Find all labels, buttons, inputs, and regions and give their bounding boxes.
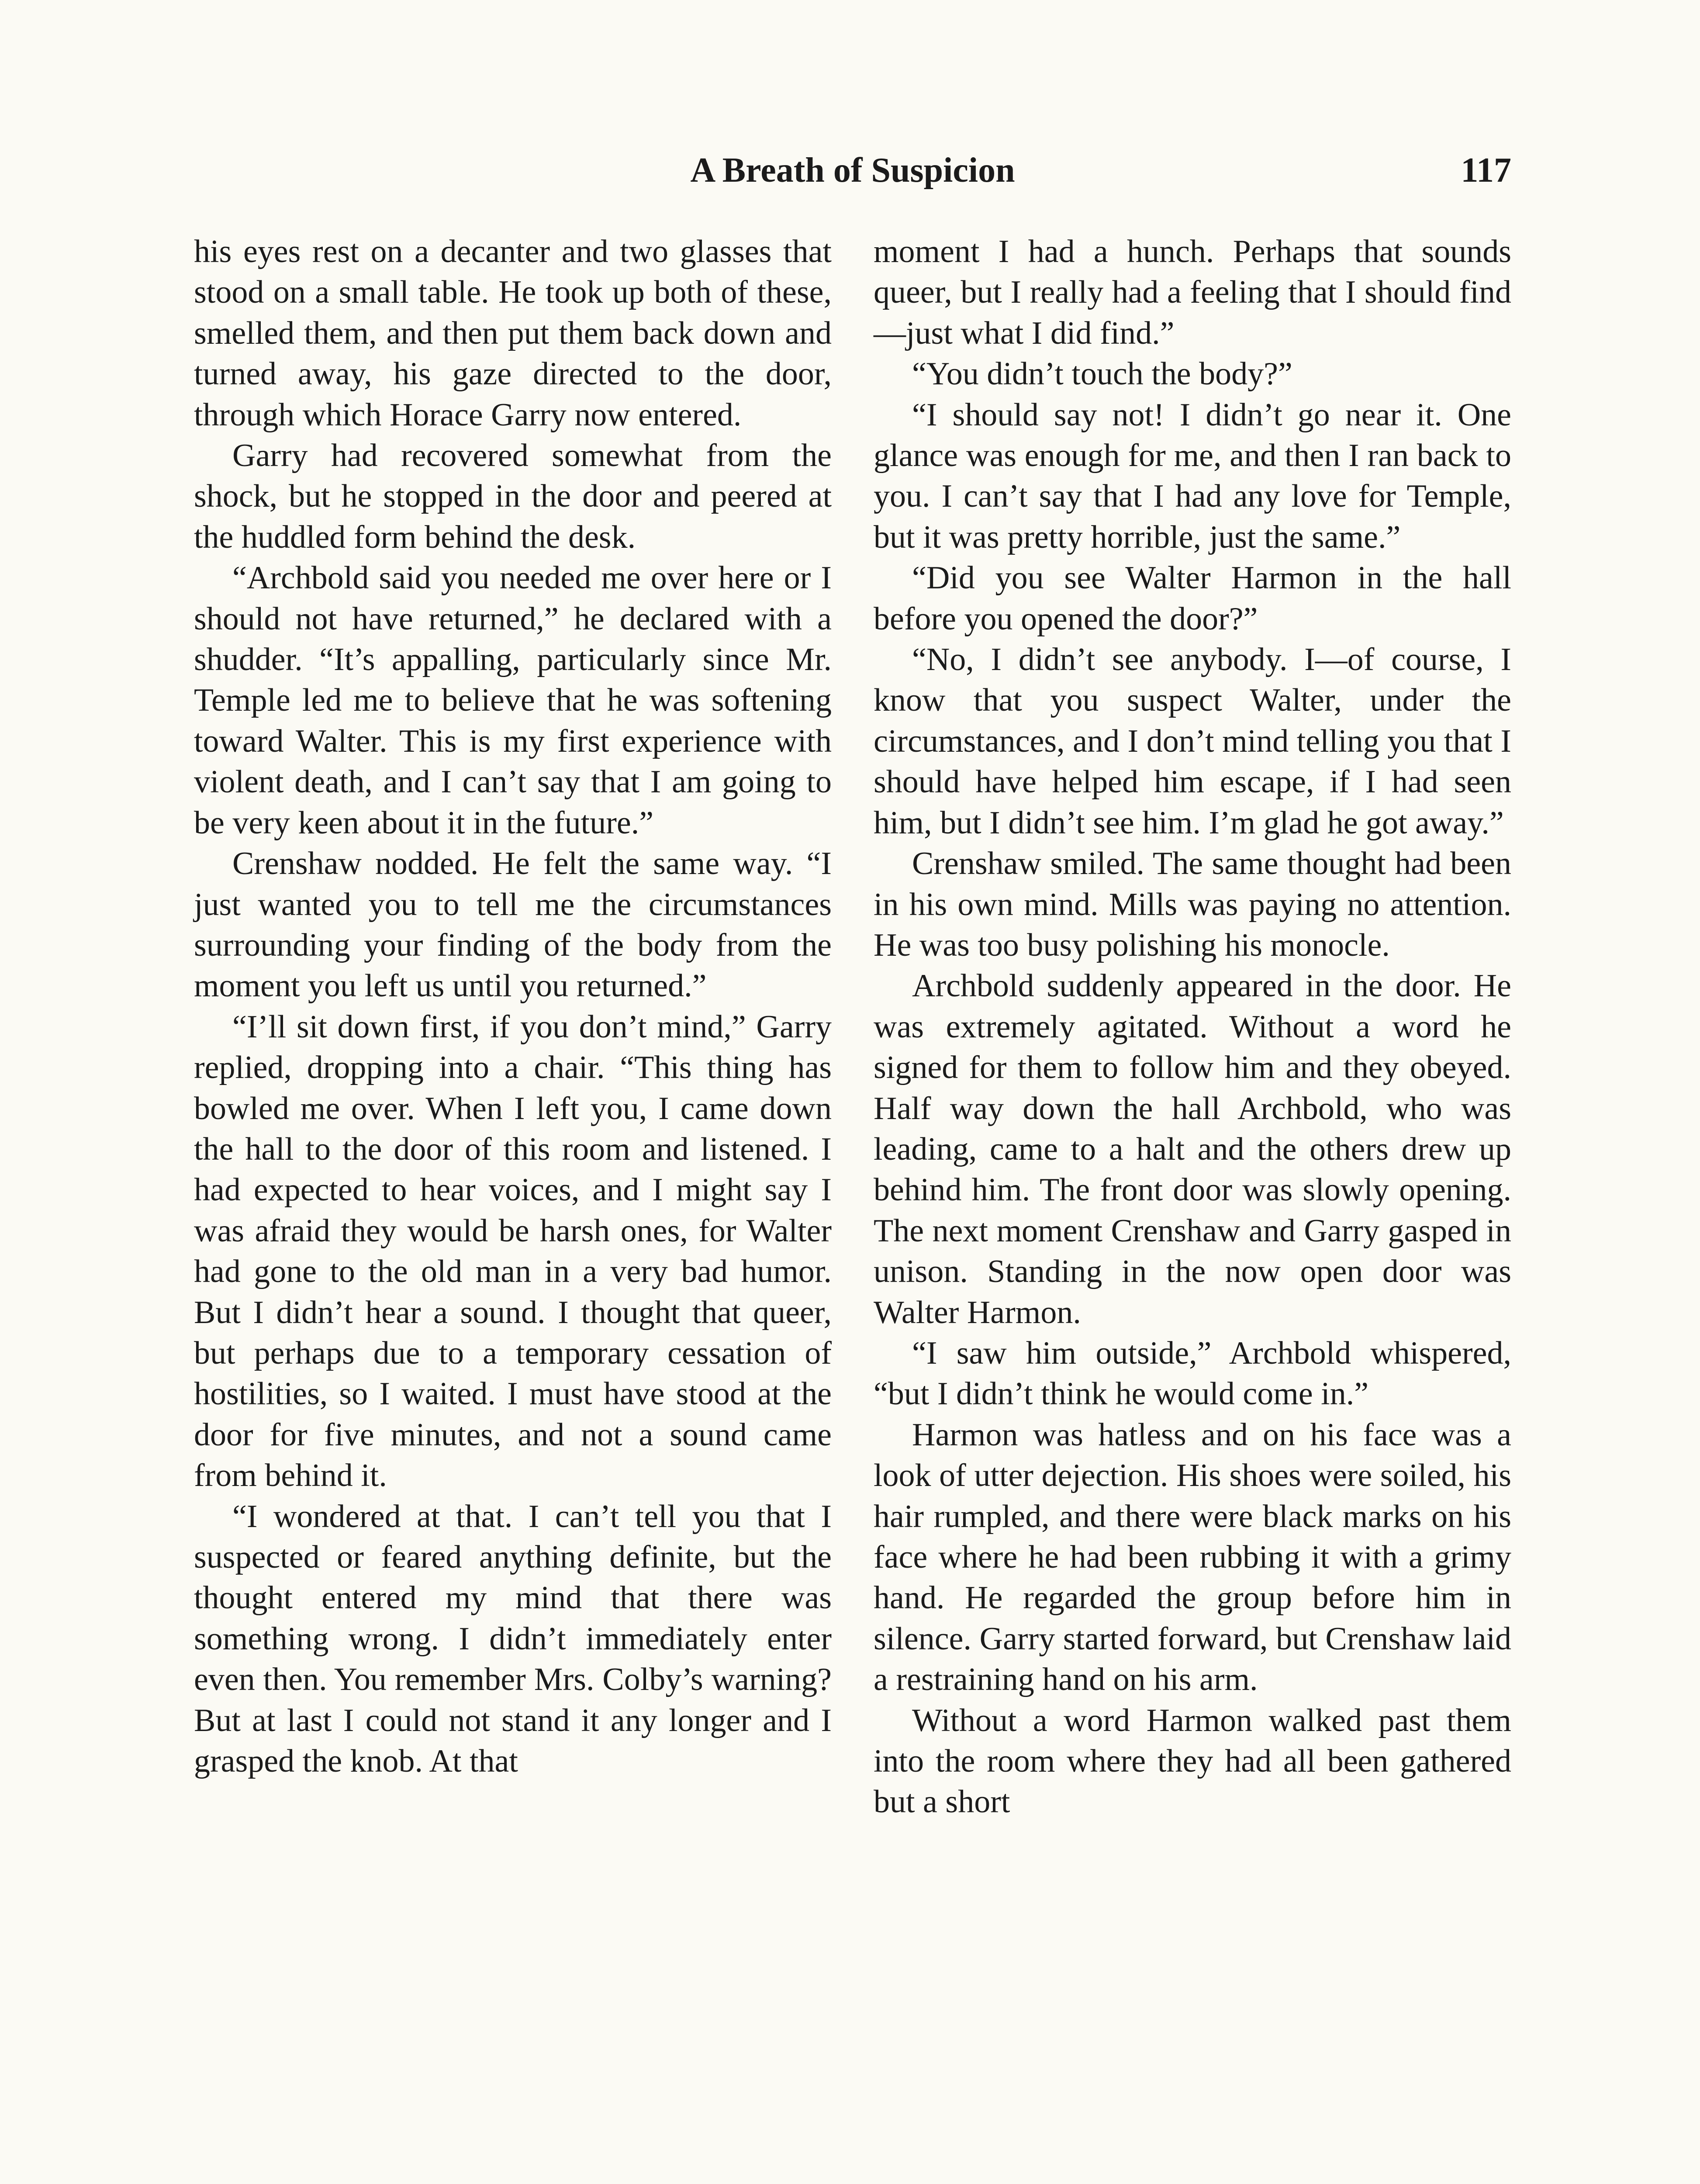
paragraph: “I should say not! I didn’t go near it. One glance was enough for me, and then I ran back to you. I can’t say that I had any love for Temple, but it was pretty horrible, just the same.” [874,397,1511,555]
paragraph: Harmon was hatless and on his face was a look of utter dejection. His shoes were soiled, his hair rumpled, and there were black marks on his face where he had been rubbing it with a grimy hand. He regarded the group before him in silence. Garry started forward, but Crenshaw laid a restraining hand on his arm. [874,1417,1511,1698]
paragraph: “Archbold said you needed me over here or I should not have returned,” he declared with a shudder. “It’s appalling, particularly since Mr. Temple led me to believe that he was softening toward Walter. This is my first experience with violent death, and I can’t say that I am going to be very keen about it in the future.” [194,560,832,841]
paragraph: Crenshaw nodded. He felt the same way. “I just wanted you to tell me the circumstances surrounding your finding of the body from the moment you left us until you returned.” [194,846,832,1004]
paragraph: Garry had recovered somewhat from the shock, but he stopped in the door and peered at the huddled form behind the desk. [194,438,832,555]
paragraph: his eyes rest on a decanter and two glasses that stood on a small table. He took up both of these, smelled them, and then put them back down and turned away, his gaze directed to the door, through which Horace Garry now entered. [194,234,832,433]
right-column [874,232,1511,1823]
running-title: A Breath of Suspicion [690,151,1015,190]
paragraph: moment I had a hunch. Perhaps that sounds queer, but I really had a feeling that I should find—just what I did find.” [874,234,1511,351]
paragraph: “I wondered at that. I can’t tell you that I suspected or feared anything definite, but the thought entered my mind that there was something wrong. I didn’t immediately enter even then. You remember Mrs. Colby’s warning? But at last I could not stand it any longer and I grasped the knob. At that [194,1498,832,1780]
paragraph: “Did you see Walter Harmon in the hall before you opened the door?” [874,560,1511,637]
paragraph: Crenshaw smiled. The same thought had been in his own mind. Mills was paying no attention. He was too busy polishing his monocle. [874,846,1511,963]
page-number: 117 [1461,151,1511,190]
paragraph: “You didn’t touch the body?” [912,356,1292,392]
paragraph: “No, I didn’t see anybody. I—of course, I know that you suspect Walter, under the circumstances, and I don’t mind telling you that I should have helped him escape, if I had seen him, but I didn’t see him. I’m glad he got away.” [874,642,1511,841]
paragraph: Without a word Harmon walked past them into the room where they had all been gathered but a short [874,1702,1511,1820]
page-header [194,144,1511,197]
paragraph: “I saw him outside,” Archbold whispered, “but I didn’t think he would come in.” [874,1335,1511,1412]
paragraph: Archbold suddenly appeared in the door. He was extremely agitated. Without a word he signed for them to follow him and they obeyed. Half way down the hall Archbold, who was leading, came to a halt and the others drew up behind him. The front door was slowly opening. The next moment Crenshaw and Garry gasped in unison. Standing in the now open door was Walter Harmon. [874,968,1511,1330]
paragraph: “I’ll sit down first, if you don’t mind,” Garry replied, dropping into a chair. “This thing has bowled me over. When I left you, I came down the hall to the door of this room and listened. I had expected to hear voices, and I might say I was afraid they would be harsh ones, for Walter had gone to the old man in a very bad humor. But I didn’t hear a sound. I thought that queer, but perhaps due to a temporary cessation of hostilities, so I waited. I must have stood at the door for five minutes, and not a sound came from behind it. [194,1009,832,1494]
left-column [194,232,832,1782]
